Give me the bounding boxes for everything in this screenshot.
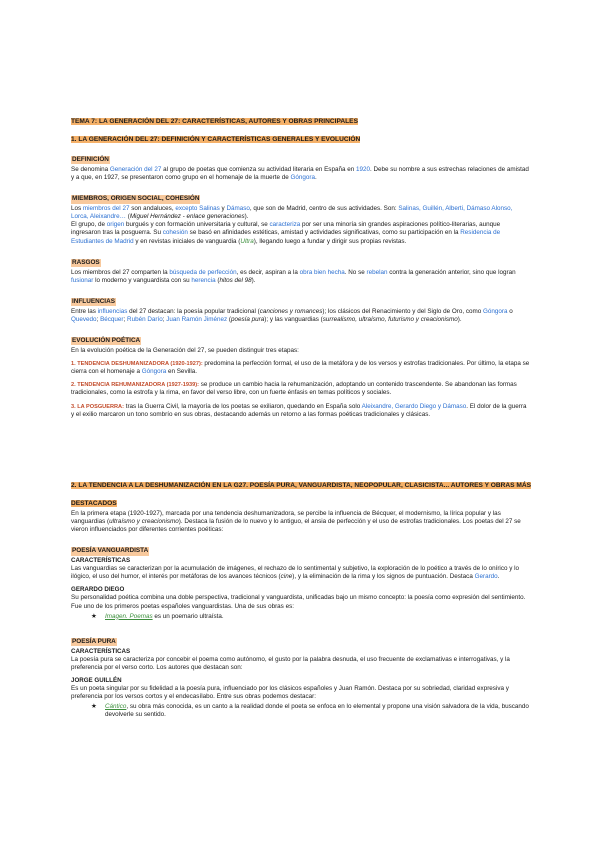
evolucion-etapa-1: 1. TENDENCIA DESHUMANIZADORA (1920-1927): predomina la perfección formal, el uso de la metáfora y de los versos y estrofas tradicionales. Por último, la etapa se cierra con el homenaje a Góngora en Sevilla.	[71, 360, 530, 376]
section-1	[71, 110, 531, 419]
list-item: ★ Imagen. Poemas es un poemario ultraísta.	[91, 612, 224, 620]
vanguardista-heading: POESÍA VANGUARDISTA	[72, 547, 149, 555]
evolucion-intro: En la evolución poética de la Generación del 27, se pueden distinguir tres etapas:	[71, 347, 299, 355]
section-1-heading: 1. LA GENERACIÓN DEL 27: DEFINICIÓN Y CARACTERÍSTICAS GENERALES Y EVOLUCIÓN	[71, 136, 361, 143]
gerardo-diego-paragraph: Su personalidad poética combina una doble perspectiva, tradicional y vanguardista, unificadas bajo un mismo concepto: la poesía como expresión del sentimiento. Fue uno de los primeros poetas españoles vanguardistas. Una de sus obras es:	[71, 594, 526, 610]
pura-paragraph: La poesía pura se caracteriza por concebir el poema como autónomo, el gusto por la palabra desnuda, el uso frecuente de exclamativas e interrogativas, y la preferencia por el verso corto. Los autores que destacan son:	[71, 655, 510, 671]
pura-heading: POESÍA PURA	[72, 637, 116, 645]
vanguardista-subheading: CARACTERÍSTICAS	[71, 557, 131, 565]
section-2	[71, 474, 531, 719]
list-item: ★ Cántico, su obra más conocida, es un canto a la realidad donde el poeta se enfoca en lo elemental y propone una visión salvadora de la vida, buscando devolverle su sentido.	[91, 703, 529, 719]
star-bullet-icon: ★	[91, 612, 97, 620]
gerardo-diego-subheading: GERARDO DIEGO	[71, 586, 125, 594]
vanguardista-paragraph: Las vanguardias se caracterizan por la acumulación de imágenes, el rechazo de lo sentimental y subjetivo, la exploración de lo poético a través de lo onírico y lo ilógico, el uso del humor, el interés por metáforas de los avances técnicos (cine), y la eliminación de la rima y los signos de puntuación. Destaca Gerardo.	[71, 565, 520, 581]
tema-title: TEMA 7: LA GENERACIÓN DEL 27: CARACTERÍSTICAS, AUTORES Y OBRAS PRINCIPALES	[71, 118, 358, 125]
jorge-guillen-subheading: JORGE GUILLÉN	[71, 676, 122, 684]
rasgos-paragraph: Los miembros del 27 comparten la búsqueda de perfección, es decir, aspiran a la obra bien hecha. No se rebelan contra la generación anterior, sino que logran fusionar lo moderno y vanguardista con su herencia (hitos del 98).	[71, 268, 516, 284]
section-2-heading: 2. LA TENDENCIA A LA DESHUMANIZACIÓN EN LA G27. POESÍA PURA, VANGUARDISTA, NEOPOPULAR, CLASICISTA... AUTORES Y OBRAS MÁS DESTACADOS	[71, 482, 532, 507]
miembros-paragraph: Los miembros del 27 son andaluces, excepto Salinas y Dámaso, que son de Madrid, centro de sus actividades. Son: Salinas, Guillén, Alberti, Dámaso Alonso, Lorca, Aleixandre… (Miguel Hernández - enlace generaciones).	[71, 205, 513, 221]
origen-paragraph: El grupo, de origen burgués y con formación universitaria y cultural, se caracteriza por ser una minoría sin grandes aspiraciones político-literarias, aunque ingresaron tras la posguerra. Su cohesión se basó en afinidades estéticas, amistad y actividades significativas, como su participación en la Residencia de Estudiantes de Madrid y en revistas iniciales de vanguardia (Ultra), llegando luego a fundar y dirigir sus propias revistas.	[71, 221, 501, 245]
star-bullet-icon: ★	[91, 703, 97, 711]
influencias-paragraph: Entre las influencias del 27 destacan: la poesía popular tradicional (canciones y romances); los clásicos del Renacimiento y del Siglo de Oro, como Góngora o Quevedo; Bécquer; Rubén Darío; Juan Ramón Jiménez (poesía pura); y las vanguardias (surrealismo, ultraísmo, futurismo y creacionismo).	[71, 307, 513, 323]
work-link-imagen-poemas[interactable]: Imagen. Poemas	[105, 612, 153, 620]
work-link-cantico[interactable]: Cántico	[105, 703, 127, 711]
rasgos-heading: RASGOS	[72, 258, 100, 266]
jorge-guillen-paragraph: Es un poeta singular por su fidelidad a la poesía pura, influenciado por los clásicos españoles y Juan Ramón. Destaca por su sobriedad, claridad expresiva y preferencia por los versos cortos y el endecasílabo. Entre sus obras podemos destacar:	[71, 684, 509, 701]
evolucion-etapa-2: 2. TENDENCIA REHUMANIZADORA (1927-1939): se produce un cambio hacia la rehumanización, adoptando un contenido trascendente. Se abandonan las formas tradicionales, como la estrofa y la rima, en favor del verso libre, con un fuerte énfasis en temas políticos y sociales.	[71, 381, 517, 397]
miembros-heading: MIEMBROS, ORIGEN SOCIAL, COHESIÓN	[72, 195, 200, 203]
section-2-intro: En la primera etapa (1920-1927), marcada por una tendencia deshumanizadora, se percibe la influencia de Bécquer, el modernismo, la lírica popular y las vanguardias (ultraísmo y creacionismo). Destaca la fusión de lo nuevo y lo antiguo, el ansia de perfección y el uso de estrofas tradicionales. Los poetas del 27 se vieron influenciados por diferentes corrientes poéticas:	[71, 510, 521, 534]
pura-subheading: CARACTERÍSTICAS	[71, 647, 131, 655]
definicion-heading: DEFINICIÓN	[72, 156, 109, 163]
evolucion-etapa-3: 3. LA POSGUERRA: tras la Guerra Civil, la mayoría de los poetas se exiliaron, quedando en España solo Aleixandre, Gerardo Diego y Dámaso. El dolor de la guerra y el exilio marcaron un tono sombrío en sus obras, destacando además un retorno a las formas poéticas tradicionales y clásicas.	[71, 402, 527, 418]
influencias-heading: INFLUENCIAS	[72, 297, 115, 305]
evolucion-heading: EVOLUCIÓN POÉTICA	[72, 337, 141, 345]
definicion-paragraph: Se denomina Generación del 27 al grupo de poetas que comienza su actividad literaria en España en 1920. Debe su nombre a sus estrechas relaciones de amistad y a que, en 1927, se presentaron como grupo en el homenaje de la muerte de Góngora.	[71, 166, 529, 182]
